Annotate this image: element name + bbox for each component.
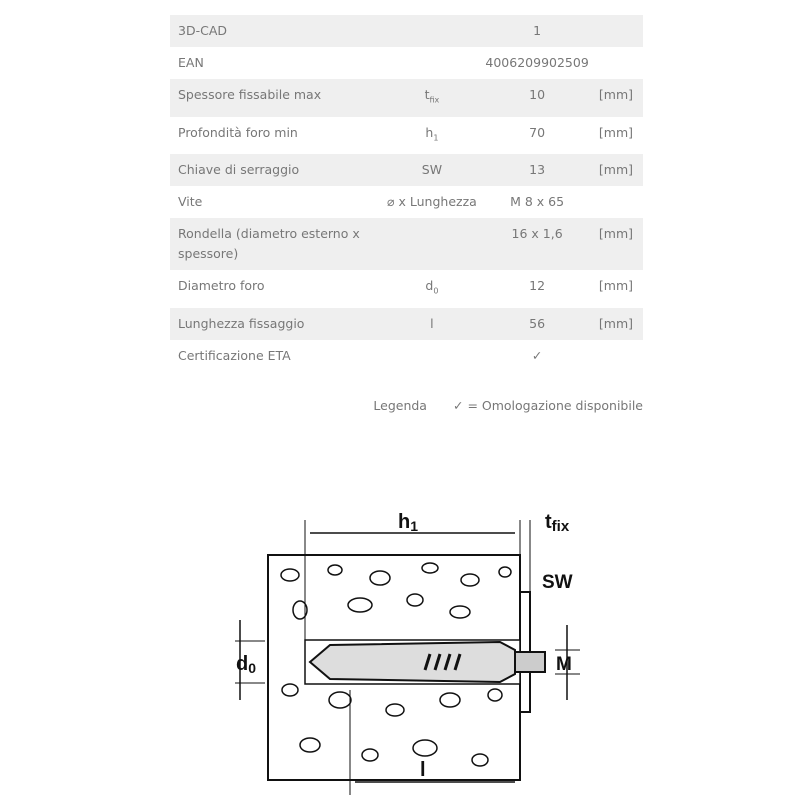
property-value: 4006209902509 (485, 55, 589, 70)
screw-head (515, 652, 545, 672)
h1-label: h1 (398, 511, 419, 534)
table-row (170, 340, 643, 372)
property-symbol (385, 85, 478, 111)
property-value: 13 (529, 162, 546, 177)
d0-label: d0 (236, 653, 257, 676)
property-unit: [mm] (598, 226, 633, 241)
symbol: d (425, 278, 434, 293)
legend-text: = Omologazione disponibile (467, 398, 643, 413)
check-icon: ✓ (452, 398, 464, 413)
property-symbol (385, 192, 478, 212)
property-name: Vite (178, 194, 203, 209)
property-symbol (385, 314, 478, 334)
property-name: Certificazione ETA (178, 347, 291, 363)
property-value: M 8 x 65 (510, 194, 565, 209)
tfix-label: tfix (545, 511, 570, 535)
table-row (170, 154, 643, 186)
property-name: Lunghezza fissaggio (178, 315, 305, 331)
table-row (170, 308, 643, 340)
property-name: 3D-CAD (178, 23, 227, 38)
property-name: Chiave di serraggio (178, 162, 300, 177)
symbol: ⌀ x Lunghezza (387, 194, 477, 209)
property-symbol (385, 53, 478, 73)
property-unit: [mm] (598, 87, 633, 102)
property-name: EAN (178, 55, 204, 70)
property-symbol (385, 21, 478, 41)
property-symbol (385, 276, 478, 302)
legend (373, 398, 643, 413)
property-value: 16 x 1,6 (511, 226, 563, 241)
property-symbol (385, 346, 478, 366)
anchor-diagram (230, 505, 590, 795)
property-unit (596, 192, 643, 212)
table-row (170, 218, 643, 270)
property-name: Diametro foro (178, 278, 265, 293)
property-value: 56 (529, 315, 546, 331)
symbol: h (425, 124, 434, 140)
property-symbol (385, 224, 478, 264)
property-symbol (385, 123, 478, 149)
symbol-subscript: 0 (433, 286, 439, 296)
property-unit: [mm] (598, 162, 633, 177)
symbol: t (424, 87, 430, 102)
symbol-subscript: fix (429, 95, 440, 105)
property-unit: [mm] (598, 124, 633, 140)
property-value: 1 (533, 23, 542, 38)
legend-label: Legenda (373, 398, 427, 413)
property-unit: [mm] (598, 315, 633, 331)
property-symbol (385, 160, 478, 180)
m-label: M (556, 654, 572, 675)
l-label: l (420, 759, 426, 781)
table-row (170, 47, 643, 79)
table-row (170, 79, 643, 117)
table-row (170, 186, 643, 218)
property-name: Spessore fissabile max (178, 87, 322, 102)
table-row (170, 15, 643, 47)
symbol: l (430, 315, 434, 331)
sw-label: SW (542, 572, 573, 593)
anchor-sleeve (310, 642, 515, 682)
table-row (170, 117, 643, 155)
property-unit: [mm] (598, 278, 633, 293)
table-row (170, 270, 643, 308)
property-value: ✓ (531, 347, 543, 363)
property-unit (596, 346, 643, 366)
spec-table (170, 15, 643, 372)
property-name: Rondella (diametro esterno x spessore) (178, 226, 360, 261)
legend-entry (453, 398, 643, 413)
property-value: 70 (529, 124, 546, 140)
property-name: Profondità foro min (178, 124, 298, 140)
property-unit (596, 53, 643, 73)
property-unit (596, 21, 643, 41)
property-value: 12 (529, 278, 546, 293)
property-value: 10 (529, 87, 546, 102)
symbol: SW (421, 162, 443, 177)
symbol-subscript: 1 (433, 133, 439, 142)
